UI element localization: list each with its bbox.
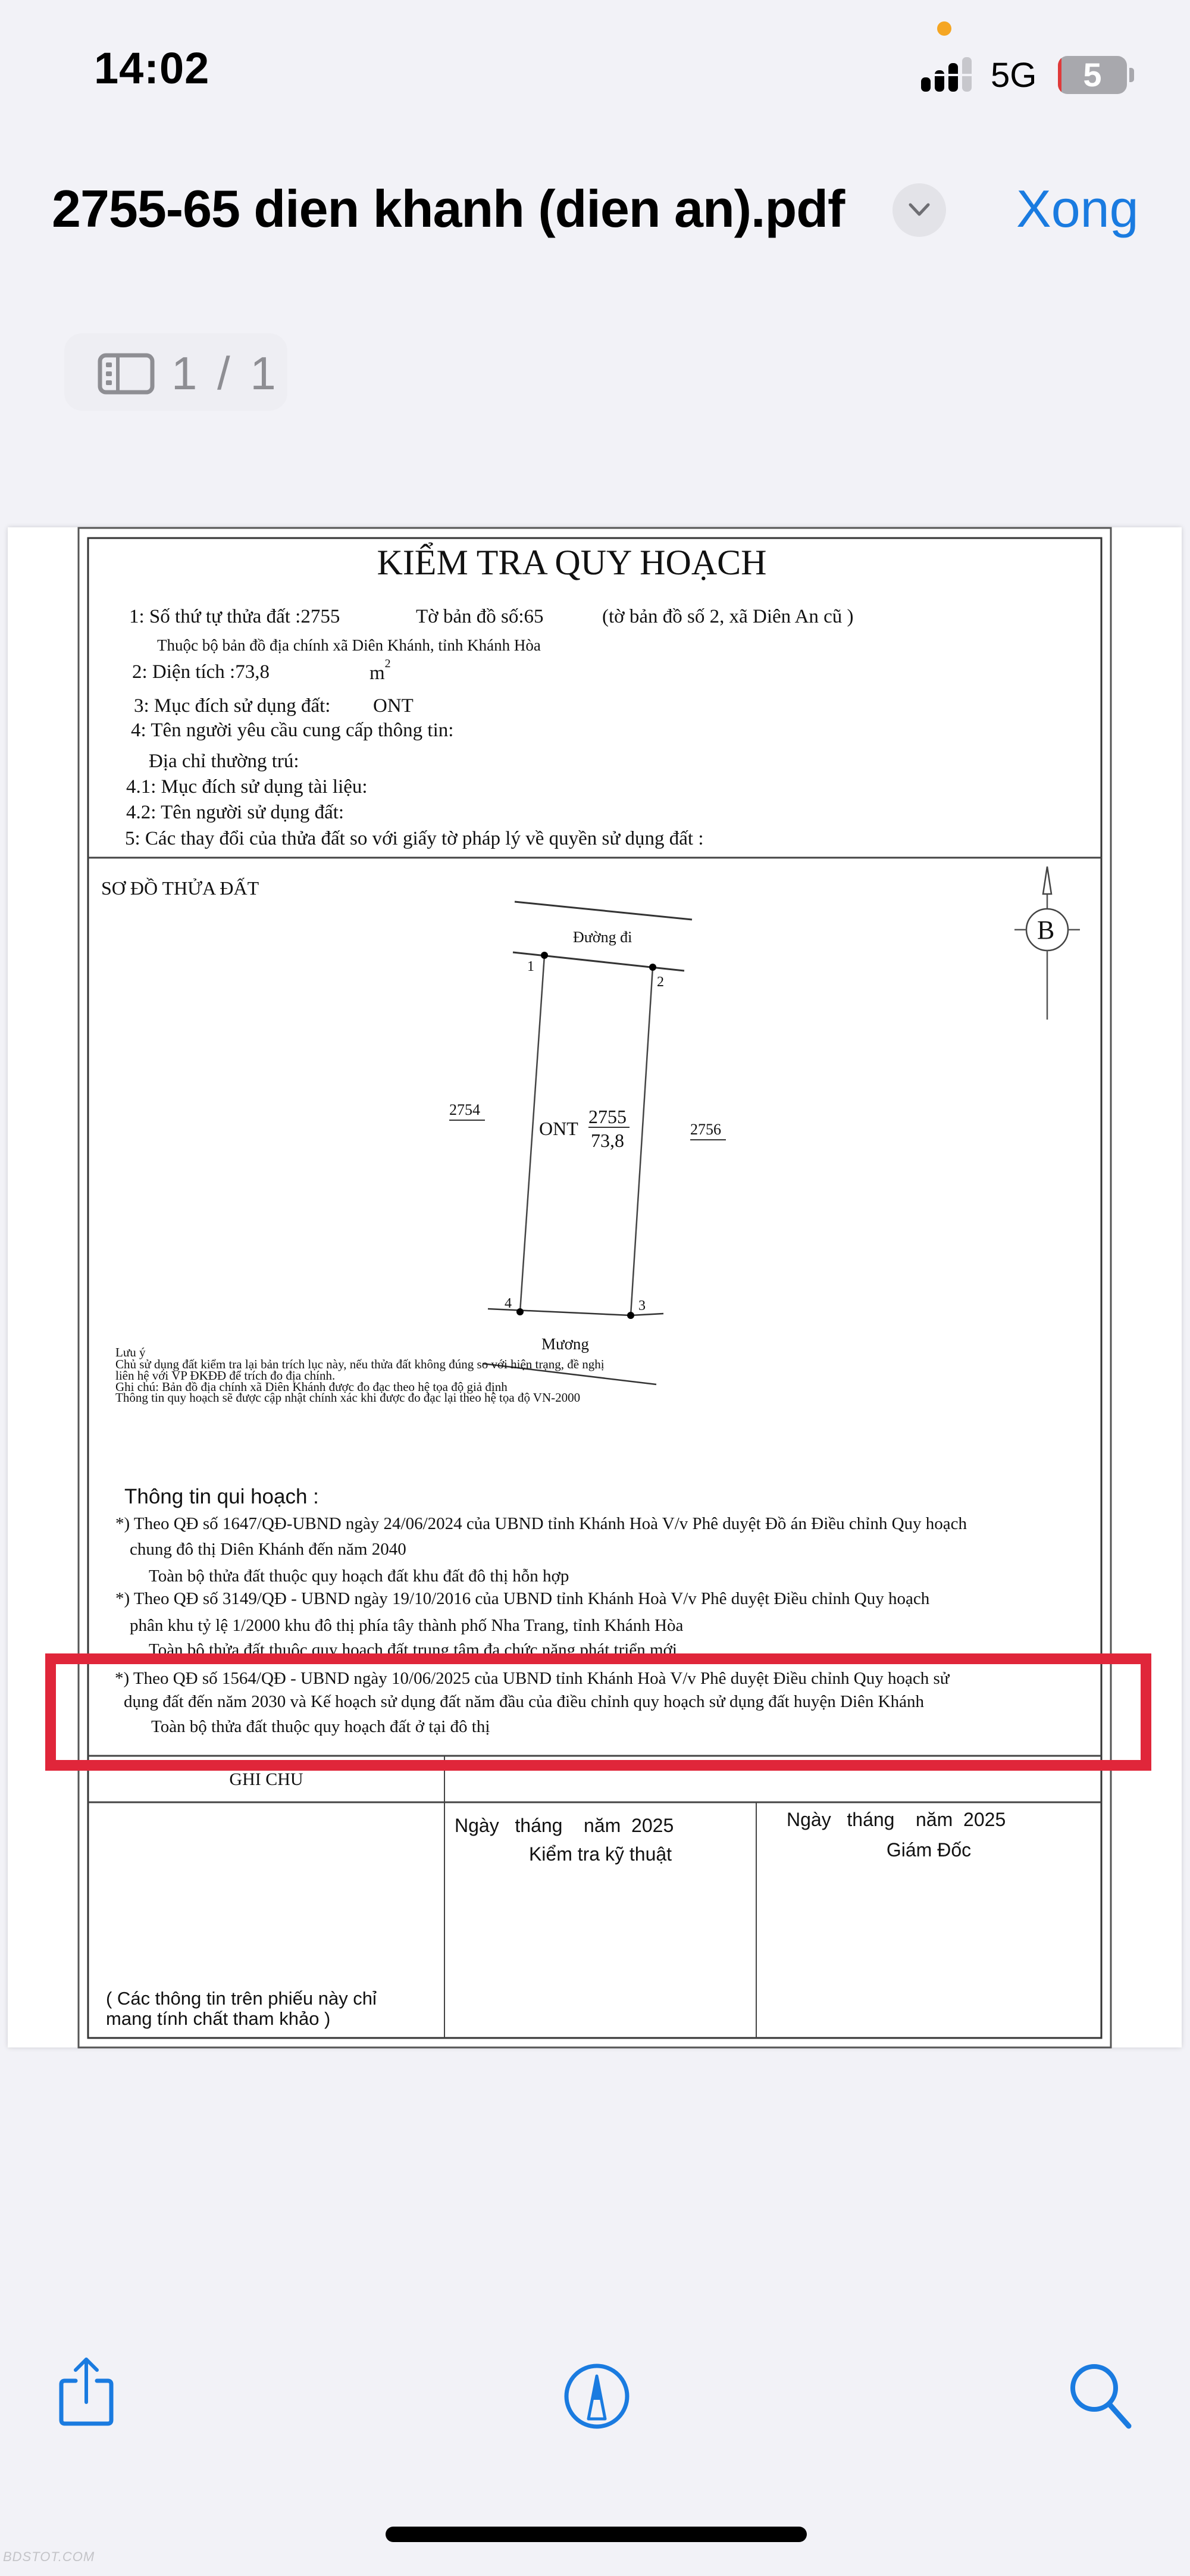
area-unit-exponent: 2 — [384, 657, 391, 670]
land-use-purpose-value: ONT — [373, 695, 414, 717]
road-label: Đường đi — [573, 929, 632, 946]
vertex-3 — [627, 1312, 634, 1319]
planning-result: Toàn bộ thửa đất thuộc quy hoạch đất ở tại đô thị — [151, 1717, 490, 1736]
road-top-edge — [515, 902, 692, 920]
parcel-use-code: ONT — [539, 1118, 578, 1139]
vertex-label-4: 4 — [505, 1296, 512, 1311]
compass-letter: B — [1037, 915, 1055, 945]
planning-decision-line: dụng đất đến năm 2030 và Kế hoạch sử dụng đất năm đầu của điều chỉnh quy hoạch sử dụng đất huyện Diên Khánh — [124, 1692, 924, 1711]
note-line: Thông tin quy hoạch sẽ được cập nhật chính xác khi được đo đạc lại theo hệ tọa độ VN-2000 — [115, 1390, 581, 1405]
vertex-label-2: 2 — [657, 974, 664, 990]
planning-heading: Thông tin qui hoạch : — [124, 1485, 319, 1508]
changes-line: 5: Các thay đổi của thửa đất so với giấy tờ pháp lý về quyền sử dụng đất : — [125, 828, 704, 849]
cadastral-map-line: Thuộc bộ bản đồ địa chính xã Diên Khánh, tỉnh Khánh Hòa — [157, 636, 541, 654]
parcel-right-edge — [631, 967, 653, 1315]
land-user-name-line: 4.2: Tên người sử dụng đất: — [126, 802, 345, 823]
page-count: 1 / 1 — [171, 347, 280, 399]
planning-decision-line: chung đô thị Diên Khánh đến năm 2040 — [130, 1540, 406, 1559]
planning-result: Toàn bộ thửa đất thuộc quy hoạch đất khu đất đô thị hỗn hợp — [149, 1567, 569, 1586]
requester-name-line: 4: Tên người yêu cầu cung cấp thông tin: — [131, 720, 454, 741]
planning-decision-line: phân khu tỷ lệ 1/2000 khu đô thị phía tây thành phố Nha Trang, tỉnh Khánh Hòa — [130, 1616, 684, 1635]
notes-column-header: GHI CHU — [229, 1770, 303, 1789]
old-map-sheet-line: (tờ bản đồ số 2, xã Diên An cũ ) — [602, 606, 854, 627]
neighbor-parcel-left: 2754 — [449, 1101, 480, 1118]
parcel-area: 73,8 — [591, 1130, 624, 1151]
vertex-2 — [649, 964, 656, 971]
parcel-number: 2755 — [588, 1106, 627, 1127]
neighbor-parcel-right: 2756 — [690, 1121, 721, 1138]
parcel-back-edge-ext — [631, 1314, 663, 1315]
note-line: liên hệ với VP ĐKĐĐ để trích đo địa chính. — [115, 1368, 336, 1383]
highlight-box — [45, 1653, 1151, 1771]
vertex-1 — [541, 952, 548, 959]
home-indicator[interactable] — [386, 2527, 807, 2542]
note-title: Lưu ý — [115, 1345, 146, 1359]
search-icon[interactable] — [1068, 2362, 1133, 2431]
technical-check-role: Kiểm tra kỹ thuật — [528, 1843, 672, 1865]
document-title[interactable]: 2755-65 dien khanh (dien an).pdf — [52, 179, 845, 238]
document-purpose-line: 4.1: Mục đích sử dụng tài liệu: — [126, 776, 368, 798]
planning-decision-line: *) Theo QĐ số 3149/QĐ - UBND ngày 19/10/2016 của UBND tỉnh Khánh Hoà V/v Phê duyệt Điều chỉnh Quy hoạch — [115, 1589, 930, 1608]
status-time: 14:02 — [94, 43, 210, 93]
canal-label: Mương — [541, 1335, 589, 1353]
note-line: Chủ sử dụng đất kiểm tra lại bản trích lục này, nếu thửa đất không đúng so với hiện trạng, đề nghị — [115, 1357, 605, 1371]
technical-check-date: Ngày tháng năm 2025 — [455, 1815, 674, 1836]
watermark: BDSTOT.COM — [3, 2549, 95, 2564]
markup-icon[interactable] — [562, 2362, 631, 2431]
network-type: 5G — [991, 56, 1037, 95]
road-bottom-edge — [513, 952, 684, 971]
disclaimer-line: mang tính chất tham khảo ) — [106, 2008, 331, 2029]
address-line: Địa chỉ thường trú: — [149, 751, 299, 772]
director-date: Ngày tháng năm 2025 — [787, 1809, 1006, 1830]
note-line: Ghi chú: Bản đồ địa chính xã Diên Khánh được đo đạc theo hệ tọa độ giả định — [115, 1380, 508, 1394]
vertex-label-3: 3 — [638, 1298, 646, 1314]
disclaimer-line: ( Các thông tin trên phiếu này chỉ — [106, 1988, 377, 2009]
planning-result: Toàn bộ thửa đất thuộc quy hoạch đất trung tâm đa chức năng phát triển mới — [149, 1640, 677, 1659]
done-button[interactable]: Xong — [1016, 179, 1139, 238]
vertex-label-1: 1 — [527, 959, 534, 974]
area-unit-m: m — [369, 662, 385, 684]
battery-percent: 5 — [1083, 56, 1102, 93]
map-sheet-line: Tờ bản đồ số:65 — [416, 606, 544, 627]
diagram-heading: SƠ ĐỒ THỬA ĐẤT — [101, 877, 259, 899]
parcel-number-line: 1: Số thứ tự thửa đất :2755 — [129, 606, 340, 627]
planning-decision-line: *) Theo QĐ số 1647/QĐ-UBND ngày 24/06/2024 của UBND tỉnh Khánh Hoà V/v Phê duyệt Đồ án Điều chỉnh Quy hoạch — [115, 1514, 967, 1533]
land-use-purpose-line: 3: Mục đích sử dụng đất: — [134, 695, 331, 717]
area-line: 2: Diện tích :73,8 — [132, 661, 270, 683]
vertex-4 — [516, 1308, 524, 1315]
planning-decision-line: *) Theo QĐ số 1564/QĐ - UBND ngày 10/06/2025 của UBND tỉnh Khánh Hoà V/v Phê duyệt Điều chỉnh Quy hoạch sử — [115, 1669, 950, 1688]
director-role: Giám Đốc — [886, 1839, 972, 1861]
share-icon[interactable] — [57, 2356, 116, 2427]
document-heading: KIỂM TRA QUY HOẠCH — [377, 543, 767, 582]
